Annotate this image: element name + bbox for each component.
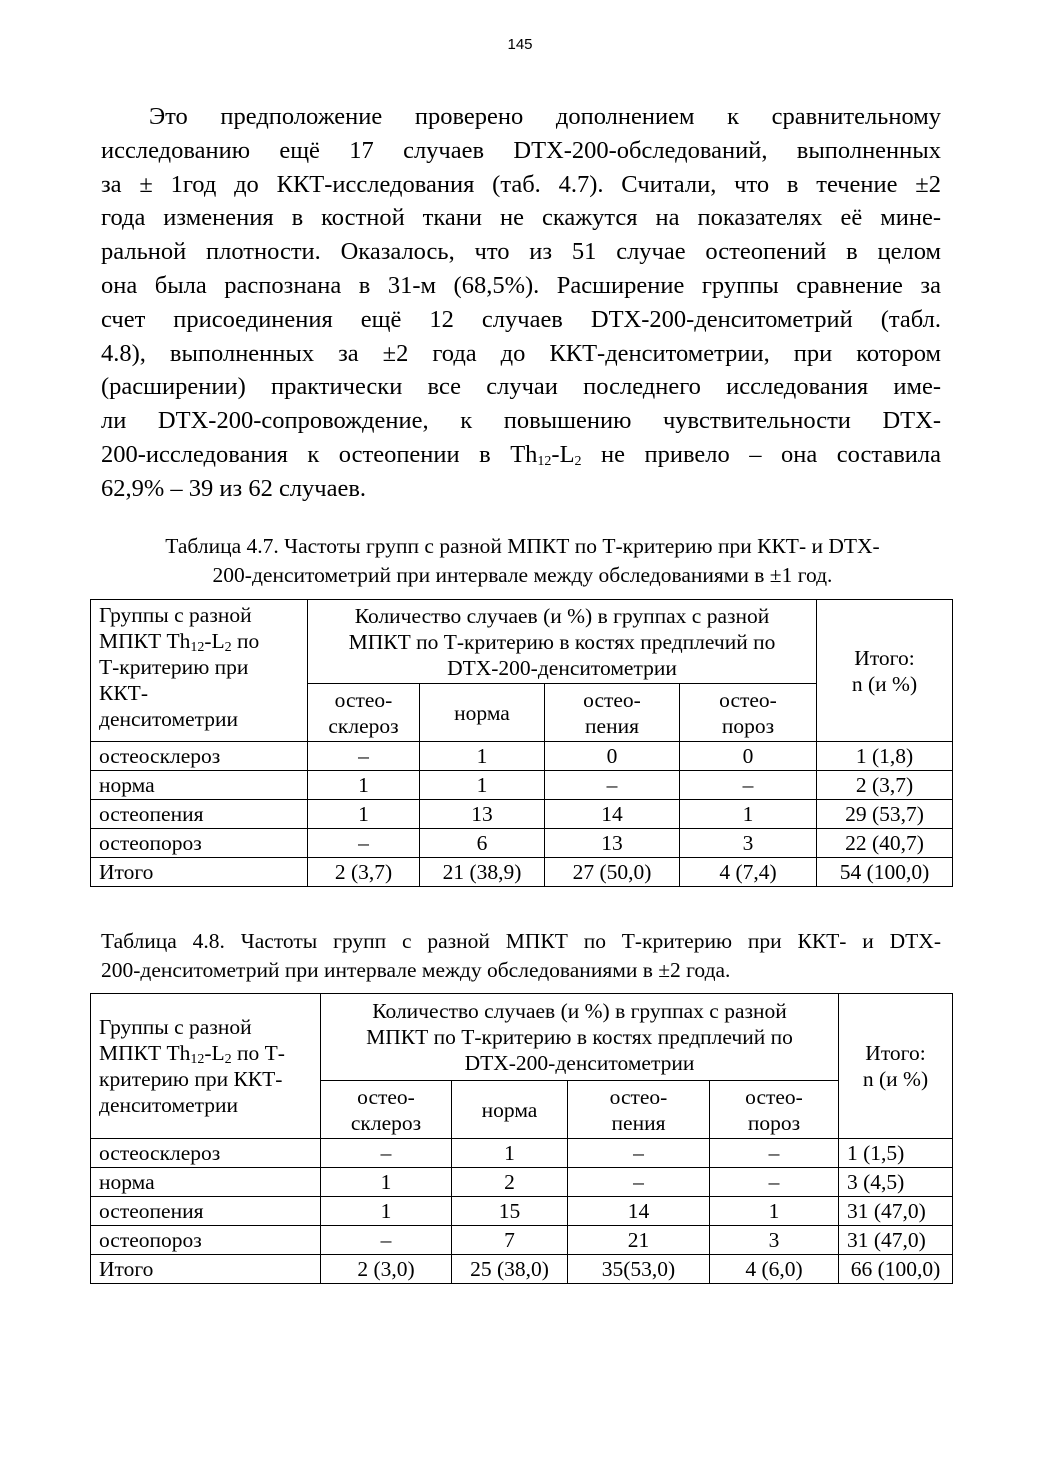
table-row	[91, 742, 953, 771]
header-line: остео-	[609, 1084, 668, 1109]
table-cell: –	[568, 1139, 710, 1168]
header-line: МПКТ по Т-критерию в костях предплечий по	[366, 1025, 793, 1049]
frequency-table-4-8	[90, 993, 953, 1284]
header-text: МПКТ Th	[99, 629, 191, 653]
row-total: 29 (53,7)	[817, 800, 953, 829]
table-cell: 3	[680, 829, 817, 858]
table-cell: 2 (3,7)	[308, 858, 420, 887]
header-line: пороз	[747, 1110, 801, 1135]
subscript: 2	[224, 1052, 232, 1067]
table-cell: 14	[545, 800, 680, 829]
table-cell: 1	[452, 1139, 568, 1168]
table-cell: 3	[710, 1226, 839, 1255]
row-total: 1 (1,8)	[817, 742, 953, 771]
table-row	[91, 800, 953, 829]
header-line: норма	[481, 1097, 538, 1122]
line-text: -L	[551, 440, 575, 468]
row-label: остеосклероз	[91, 742, 308, 771]
group-column-header	[91, 600, 308, 742]
table-cell: 1	[308, 800, 420, 829]
header-line: остео-	[357, 1084, 415, 1109]
header-line: норма	[454, 700, 510, 725]
table-cell: 4 (6,0)	[710, 1255, 839, 1284]
table-cell: –	[568, 1168, 710, 1197]
row-total: 3 (4,5)	[839, 1168, 953, 1197]
header-line: Группы с разной	[99, 603, 252, 627]
header-line: DTX-200-денситометрии	[464, 1051, 695, 1075]
row-label: остеосклероз	[91, 1139, 321, 1168]
total-column-header	[839, 994, 953, 1139]
header-text: МПКТ Th	[99, 1041, 191, 1065]
table-cell: 25 (38,0)	[452, 1255, 568, 1284]
page-number: 145	[507, 36, 533, 53]
table-cell: 1	[321, 1168, 452, 1197]
header-text: по	[231, 629, 260, 653]
header-line: DTX-200-денситометрии	[447, 655, 677, 680]
paragraph-line: Это предположение проверено дополнением к сравнительному	[149, 103, 941, 130]
table-cell: –	[308, 829, 420, 858]
paragraph-line: она была распознана в 31-м (68,5%). Расширение группы сравнение за	[101, 271, 941, 299]
total-column-header	[817, 600, 953, 742]
row-total: 66 (100,0)	[839, 1255, 953, 1284]
table-cell: 2	[452, 1168, 568, 1197]
table-cell: –	[321, 1139, 452, 1168]
row-label: остеопения	[91, 800, 308, 829]
row-label: норма	[91, 771, 308, 800]
paragraph-line: за ± 1год до ККТ-исследования (таб. 4.7). Считали, что в течение ±2	[101, 170, 941, 198]
subcolumn-header	[710, 1081, 839, 1139]
table-cell: 13	[420, 800, 545, 829]
caption-line: Таблица 4.8. Частоты групп с разной МПКТ по Т-критерию при ККТ- и DTX-	[101, 929, 941, 953]
row-total: 2 (3,7)	[817, 771, 953, 800]
table-row	[91, 771, 953, 800]
row-label: остеопороз	[91, 1226, 321, 1255]
header-line: Итого:	[865, 1041, 926, 1065]
header-line: Количество случаев (и %) в группах с разной	[354, 603, 770, 628]
subscript: 12	[190, 1052, 205, 1067]
row-label: Итого	[91, 858, 308, 887]
header-text: по Т-	[231, 1041, 285, 1065]
table-cell: 6	[420, 829, 545, 858]
line-text: не привело – она составила	[581, 440, 941, 468]
paragraph-line: 62,9% – 39 из 62 случаев.	[101, 474, 367, 502]
header-text: -L	[204, 629, 225, 653]
table-cell: 0	[680, 742, 817, 771]
header-line: критерию при ККТ-	[99, 1067, 283, 1091]
table-cell: 21	[568, 1226, 710, 1255]
subcolumn-header	[680, 684, 817, 742]
table-cell: –	[710, 1168, 839, 1197]
row-label: Итого	[91, 1255, 321, 1284]
header-line: пения	[611, 1110, 666, 1135]
table-cell: –	[321, 1226, 452, 1255]
header-line: склероз	[328, 713, 399, 738]
header-line: Т-критерию при	[99, 655, 249, 679]
table-cell: 1	[308, 771, 420, 800]
subscript: 12	[190, 640, 205, 655]
table-cell: 14	[568, 1197, 710, 1226]
header-line: пения	[585, 713, 639, 738]
table-row	[91, 1197, 953, 1226]
table-cell: –	[710, 1139, 839, 1168]
paragraph-line: (расширении) практически все случаи последнего исследования име-	[101, 373, 941, 401]
cases-span-header	[308, 600, 817, 684]
subcolumn-header	[321, 1081, 452, 1139]
paragraph-line: счет присоединения ещё 12 случаев DTX-200-денситометрий (табл.	[101, 305, 941, 333]
subcolumn-header	[568, 1081, 710, 1139]
table-cell: 1	[680, 800, 817, 829]
paragraph-line	[101, 438, 941, 472]
row-total: 1 (1,5)	[839, 1139, 953, 1168]
header-line: денситометрии	[99, 707, 239, 731]
table-cell: 1	[710, 1197, 839, 1226]
paragraph-line: ральной плотности. Оказалось, что из 51 случае остеопений в целом	[101, 238, 941, 266]
subcolumn-header	[545, 684, 680, 742]
table-cell: –	[308, 742, 420, 771]
table-cell: 27 (50,0)	[545, 858, 680, 887]
header-line: Количество случаев (и %) в группах с разной	[372, 999, 787, 1023]
header-line: остео-	[745, 1084, 803, 1109]
table-row	[91, 1255, 953, 1284]
header-text: -L	[204, 1041, 225, 1065]
row-total: 31 (47,0)	[839, 1197, 953, 1226]
table-cell: 7	[452, 1226, 568, 1255]
header-line: остео-	[719, 687, 777, 712]
header-line: n (и %)	[851, 671, 918, 696]
table-caption	[101, 927, 941, 985]
caption-line: Таблица 4.7. Частоты групп с разной МПКТ по Т-критерию при ККТ- и DTX-	[165, 534, 880, 558]
table-cell: 35(53,0)	[568, 1255, 710, 1284]
header-line	[99, 628, 299, 654]
paragraph-line: ли DTX-200-сопровождение, к повышению чувствительности DTX-	[101, 407, 941, 435]
row-total: 54 (100,0)	[817, 858, 953, 887]
row-label: остеопороз	[91, 829, 308, 858]
table-cell: 1	[420, 742, 545, 771]
paragraph-line: 4.8), выполненных за ±2 года до ККТ-денситометрии, при котором	[101, 339, 941, 367]
subcolumn-header	[308, 684, 420, 742]
table-cell: 2 (3,0)	[321, 1255, 452, 1284]
body-paragraph	[101, 100, 941, 506]
table-cell: 15	[452, 1197, 568, 1226]
table-row	[91, 1139, 953, 1168]
row-total: 31 (47,0)	[839, 1226, 953, 1255]
table-caption	[95, 532, 950, 590]
table-cell: 13	[545, 829, 680, 858]
header-line: пороз	[721, 713, 775, 738]
subcolumn-header	[420, 684, 545, 742]
header-line: Итого:	[854, 645, 915, 670]
header-line: Группы с разной	[99, 1015, 252, 1039]
subscript: 12	[537, 453, 552, 469]
table-row	[91, 829, 953, 858]
header-line: МПКТ по Т-критерию в костях предплечий по	[348, 629, 776, 654]
table-cell: –	[545, 771, 680, 800]
subscript: 2	[224, 640, 232, 655]
frequency-table-4-7	[90, 599, 953, 887]
paragraph-line: исследованию ещё 17 случаев DTX-200-обследований, выполненных	[101, 136, 941, 164]
table-row	[91, 1226, 953, 1255]
paragraph-line: года изменения в костной ткани не скажутся на показателях её мине-	[101, 204, 941, 232]
caption-line: 200-денситометрий при интервале между обследованиями в ±1 год.	[212, 563, 833, 587]
table-cell: 1	[420, 771, 545, 800]
header-line	[99, 1040, 312, 1066]
header-line: склероз	[350, 1110, 422, 1135]
row-label: остеопения	[91, 1197, 321, 1226]
table-row	[91, 1168, 953, 1197]
cases-span-header	[321, 994, 839, 1081]
group-column-header	[91, 994, 321, 1139]
header-line: n (и %)	[862, 1067, 929, 1091]
subcolumn-header	[452, 1081, 568, 1139]
row-label: норма	[91, 1168, 321, 1197]
table-cell: 0	[545, 742, 680, 771]
caption-line: 200-денситометрий при интервале между обследованиями в ±2 года.	[101, 958, 731, 982]
header-line: денситометрии	[99, 1093, 239, 1117]
table-cell: 4 (7,4)	[680, 858, 817, 887]
subscript: 2	[574, 453, 582, 469]
line-text: 200-исследования к остеопении в Th	[101, 440, 538, 468]
table-cell: –	[680, 771, 817, 800]
header-line: остео-	[334, 687, 393, 712]
header-line: остео-	[583, 687, 641, 712]
table-cell: 1	[321, 1197, 452, 1226]
table-row	[91, 858, 953, 887]
header-line: ККТ-	[99, 681, 148, 705]
table-cell: 21 (38,9)	[420, 858, 545, 887]
row-total: 22 (40,7)	[817, 829, 953, 858]
